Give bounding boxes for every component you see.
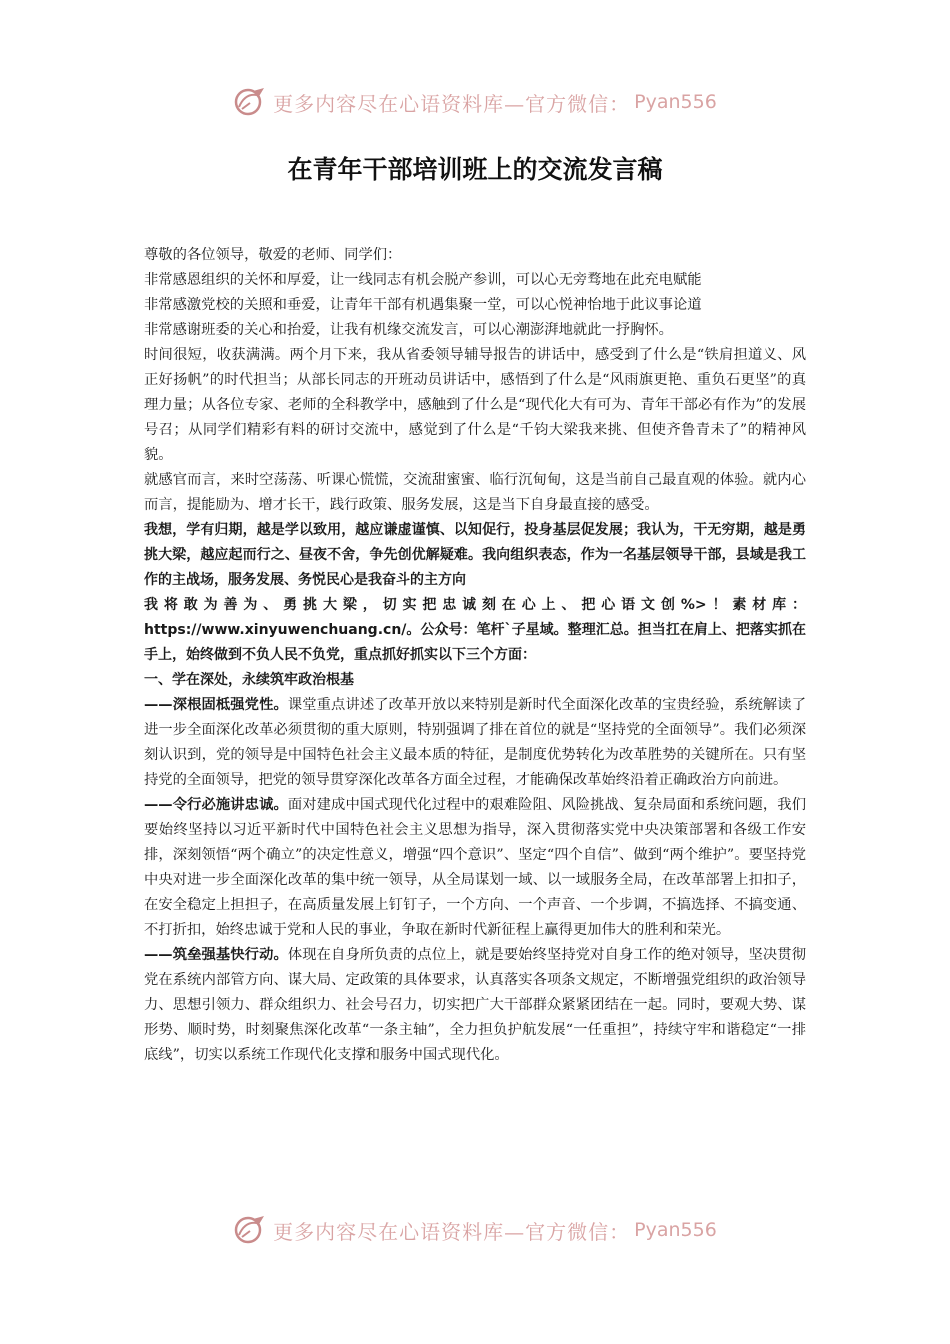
subsection-2 [144, 793, 806, 943]
paragraph-4: 时间很短，收获满满。两个月下来，我从省委领导辅导报告的讲话中，感受到了什么是“铁肩担道义、风正好扬帆”的时代担当；从部长同志的开班动员讲话中，感悟到了什么是“风雨旗更艳、重负石更坚”的真理力量；从各位专家、老师的全科教学中，感触到了什么是“现代化大有可为、青年干部必有作为”的发展号召；从同学们精彩有料的研讨交流中，感觉到了什么是“千钧大梁我来挑、但使齐鲁青未了”的精神风貌。 [144, 347, 806, 463]
subsection-1-body: 课堂重点讲述了改革开放以来特别是新时代全面深化改革的宝贵经验，系统解读了进一步全面深化改革必须贯彻的重大原则，特别强调了排在首位的就是“坚持党的全面领导”。我们必须深刻认识到，党的领导是中国特色社会主义最本质的特征，是制度优势转化为改革胜势的关键所在。只有坚持党的全面领导，把党的领导贯穿深化改革各方面全过程，才能确保改革始终沿着正确政治方向前进。 [144, 697, 806, 788]
paragraph-6a: 我想，学有归期，越是学以致用，越应谦虚谨慎、以知促行，投身基层促发展；我认为，干无穷期，越是勇挑大梁，越应起而行之、昼夜不舍，争先创优解疑难。我向组织表态，作为一名基层领导干部，县域是我工作的主战场，服务发展、务悦民心是我奋斗的主方向 [144, 522, 806, 588]
paragraph-5: 就感官而言，来时空荡荡、听课心慌慌，交流甜蜜蜜、临行沉甸甸，这是当前自己最直观的体验。就内心而言，提能励为、增才长干，践行政策、服务发展，这是当下自身最直接的感受。 [144, 472, 806, 513]
paragraph-6c: 。公众号：笔杆`子星域。整理汇总。担当扛在肩上、把落实抓在手上，始终做到不负人民不负党，重点抓好抓实以下三个方面： [144, 622, 806, 663]
paragraph-2: 非常感激党校的关照和垂爱，让青年干部有机遇集聚一堂，可以心悦神怡地于此议事论道 [144, 297, 702, 313]
document-title: 在青年干部培训班上的交流发言稿 [287, 155, 663, 184]
watermark-footer [0, 1210, 950, 1250]
section-heading-1: 一、学在深处，永续筑牢政治根基 [144, 672, 354, 688]
pen-circle-logo-icon [233, 1213, 267, 1247]
watermark-text: 更多内容尽在心语资料库—官方微信： [273, 1219, 631, 1244]
paragraph-3: 非常感谢班委的关心和抬爱，让我有机缘交流发言，可以心潮澎湃地就此一抒胸怀。 [144, 322, 673, 338]
document-body [144, 243, 806, 1068]
paragraph-6b: 我将敢为善为、勇挑大梁，切实把忠诚刻在心上、把心语文创%>！素材库： [144, 597, 806, 613]
source-url-link[interactable]: https://www.xinyuwenchuang.cn/ [144, 622, 407, 638]
subsection-3 [144, 943, 806, 1068]
salutation: 尊敬的各位领导，敬爱的老师、同学们： [144, 247, 402, 263]
subsection-3-lead: ——筑垒强基快行动。 [144, 947, 288, 963]
pen-circle-logo-icon [233, 85, 267, 119]
watermark-text: 更多内容尽在心语资料库—官方微信： [273, 91, 631, 116]
paragraph-1: 非常感恩组织的关怀和厚爱，让一线同志有机会脱产参训，可以心无旁骛地在此充电赋能 [144, 272, 702, 288]
paragraph-6 [144, 593, 806, 668]
subsection-3-body: 体现在自身所负责的点位上，就是要始终坚持党对自身工作的绝对领导，坚决贯彻党在系统内部管方向、谋大局、定政策的具体要求，认真落实各项条文规定，不断增强党组织的政治领导力、思想引领力、群众组织力、社会号召力，切实把广大干部群众紧紧团结在一起。同时，要观大势、谋形势、顺时势，时刻聚焦深化改革“一条主轴”，全力担负护航发展“一任重担”，持续守牢和谐稳定“一排底线”，切实以系统工作现代化支撑和服务中国式现代化。 [144, 947, 806, 1063]
subsection-1 [144, 693, 806, 793]
watermark-header [0, 82, 950, 122]
subsection-2-lead: ——令行必施讲忠诚。 [144, 797, 288, 813]
subsection-1-lead: ——深根固柢强党性。 [144, 697, 288, 713]
watermark-wechat-id: Pyan556 [634, 91, 717, 113]
subsection-2-body: 面对建成中国式现代化过程中的艰难险阻、风险挑战、复杂局面和系统问题，我们要始终坚持以习近平新时代中国特色社会主义思想为指导，深入贯彻落实党中央决策部署和各级工作安排，深刻领悟“两个确立”的决定性意义，增强“四个意识”、坚定“四个自信”、做到“两个维护”。要坚持党中央对进一步全面深化改革的集中统一领导，从全局谋划一域、以一域服务全局，在改革部署上扣扣子，在安全稳定上担担子，在高质量发展上钉钉子，一个方向、一个声音、一个步调，不搞选择、不搞变通、不打折扣，始终忠诚于党和人民的事业，争取在新时代新征程上赢得更加伟大的胜利和荣光。 [144, 797, 806, 938]
watermark-wechat-id: Pyan556 [634, 1219, 717, 1241]
